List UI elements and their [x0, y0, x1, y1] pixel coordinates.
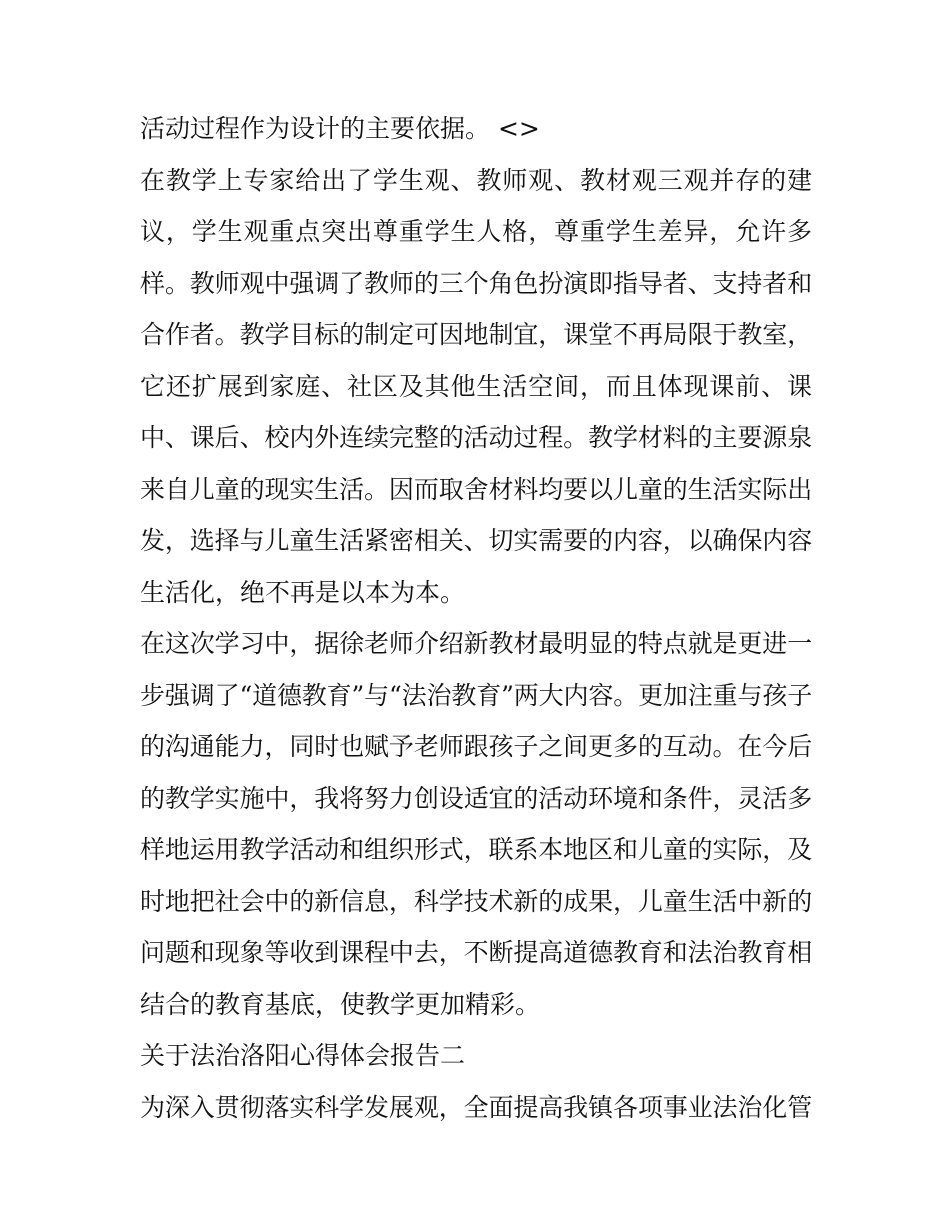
document-page: [140, 109, 812, 1139]
paragraph-line: 为深入贯彻落实科学发展观，全面提高我镇各项事业法治化管: [140, 1092, 812, 1122]
paragraph-line: 合作者。教学目标的制定可因地制宜，课堂不再局限于教室，: [140, 320, 812, 349]
paragraph-line: 样地运用教学活动和组织形式，联系本地区和儿童的实际，及: [140, 835, 812, 864]
paragraph-line: 时地把社会中的新信息，科学技术新的成果，儿童生活中新的: [140, 886, 812, 916]
section-heading: 关于法治洛阳心得体会报告二: [140, 1041, 466, 1070]
paragraph-line: 结合的教育基底，使教学更加精彩。: [140, 989, 541, 1019]
paragraph-line: 的教学实施中，我将努力创设适宜的活动环境和条件，灵活多: [140, 783, 812, 813]
paragraph-line: 中、课后、校内外连续完整的活动过程。教学材料的主要源泉: [140, 423, 812, 452]
paragraph-line: 它还扩展到家庭、社区及其他生活空间，而且体现课前、课: [140, 371, 812, 401]
paragraph-line: 生活化，绝不再是以本为本。: [140, 577, 466, 607]
paragraph-line: 议，学生观重点突出尊重学生人格，尊重学生差异，允许多: [140, 217, 812, 246]
paragraph-line: 活动过程作为设计的主要依据。 <>: [140, 114, 540, 143]
paragraph-line: 样。教师观中强调了教师的三个角色扮演即指导者、支持者和: [140, 268, 812, 298]
paragraph-line: 步强调了“道德教育”与“法治教育”两大内容。更加注重与孩子: [140, 680, 812, 710]
paragraph-line: 发，选择与儿童生活紧密相关、切实需要的内容，以确保内容: [140, 526, 812, 555]
paragraph-line: 在这次学习中，据徐老师介绍新教材最明显的特点就是更进一: [140, 629, 812, 658]
paragraph-line: 的沟通能力，同时也赋予老师跟孩子之间更多的互动。在今后: [140, 732, 812, 761]
paragraph-line: 来自儿童的现实生活。因而取舍材料均要以儿童的生活实际出: [140, 474, 812, 504]
paragraph-line: 在教学上专家给出了学生观、教师观、教材观三观并存的建: [140, 165, 812, 195]
paragraph-line: 问题和现象等收到课程中去，不断提高道德教育和法治教育相: [140, 938, 812, 967]
